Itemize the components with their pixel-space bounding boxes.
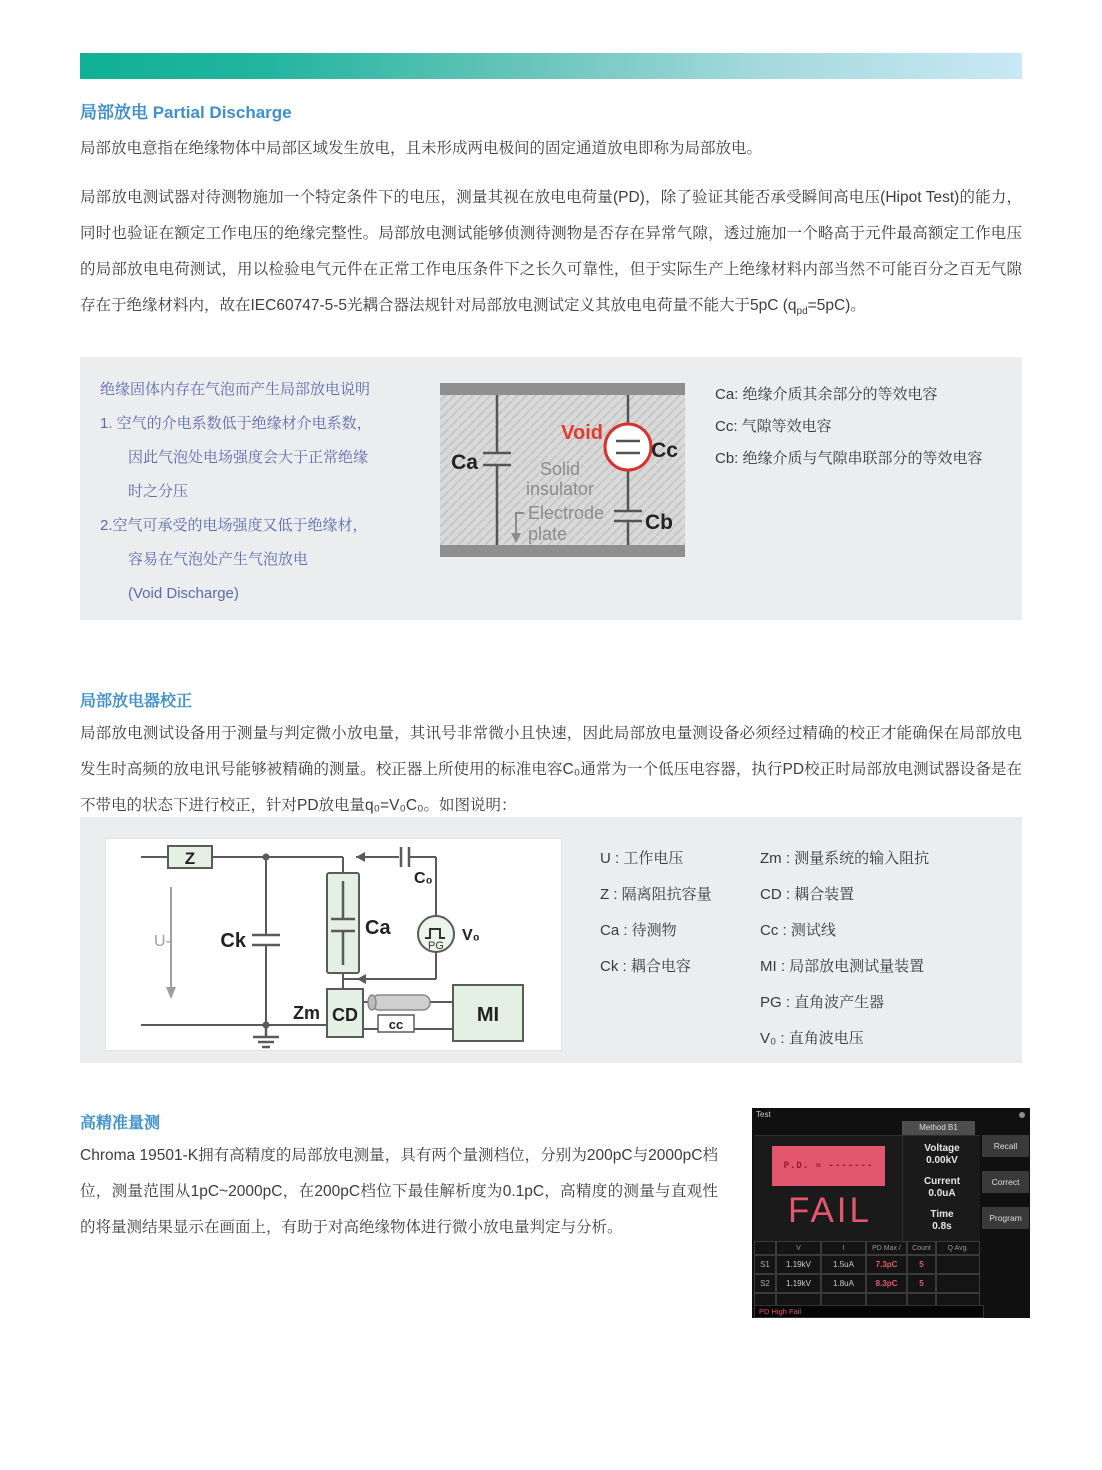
header-gradient-bar [80, 53, 1022, 79]
electrode-plate-top [440, 383, 685, 395]
method-tab: Method B1 [902, 1121, 975, 1135]
program-button: Program [982, 1207, 1029, 1229]
legend-cc2: Cc : 测试线 [760, 922, 836, 939]
subscript-pd: pd [796, 306, 808, 318]
void-circle [605, 424, 651, 470]
time-value: 0.8s [932, 1221, 952, 1232]
voltage-label: Voltage [924, 1143, 960, 1154]
test-cable-end [368, 995, 376, 1010]
table-header-v: V [776, 1241, 821, 1255]
calibration-paragraph: 局部放电测试设备用于测量与判定微小放电量，其讯号非常微小且快速，因此局部放电量测设备必须经过精确的校正才能确保在局部放电发生时高频的放电讯号能够被精确的测量。校正器上所使用的标准电容C₀通常为一个低压电容器，执行PD校正时局部放电测试器设备是在不带电的状态下进行校正，针对PD放电量q₀=V₀C₀。如图说明： [80, 725, 1022, 814]
calibration-heading: 局部放电器校正 [80, 693, 193, 710]
circuit-legend-right [760, 841, 929, 1057]
mi-label: MI [476, 1004, 500, 1026]
junction-top [263, 854, 270, 861]
solid-insulator-label-1: Solid [539, 459, 581, 479]
pd-description-paragraph [80, 180, 1022, 330]
ck-label: Ck [220, 930, 246, 952]
void-label: Void [561, 422, 603, 444]
screen-top-bar [752, 1108, 1030, 1121]
circuit-diagram-frame [105, 838, 562, 1051]
legend-pg: PG : 直角波产生器 [760, 994, 885, 1011]
current-value: 0.0uA [928, 1188, 956, 1199]
recall-button: Recall [982, 1135, 1029, 1157]
arrow-into-ca-bottom [357, 974, 366, 984]
screen-main-panel [754, 1135, 980, 1242]
row-s2-pdmax: 8.3pC [866, 1274, 907, 1293]
measurement-paragraph: Chroma 19501-K拥有高精度的局部放电测量，具有两个量测档位，分别为200pC与2000pC档位，测量范围从1pC~2000pC，在200pC档位下最佳解析度为0.1pC，高精度的测量与直观性的将量测结果显示在画面上，有助于对高绝缘物体进行微小放电量判定与分析。 [80, 1147, 718, 1236]
pg-label: PG [428, 940, 444, 952]
fail-status-text: FAIL [788, 1191, 872, 1230]
cc-label: Cc [651, 439, 678, 462]
u-label: U- [154, 933, 171, 950]
void-discharge-panel [80, 357, 1022, 620]
voltage-value: 0.00kV [926, 1155, 958, 1166]
capacitor-legend [715, 379, 983, 475]
cb-label: Cb [645, 511, 673, 534]
time-label: Time [930, 1209, 954, 1220]
status-message: PD High Fail [754, 1305, 984, 1318]
legend-z: Z : 隔离阻抗容量 [600, 886, 712, 903]
void-point1-line1: 1. 空气的介电系数低于绝缘材介电系数， [100, 415, 372, 432]
legend-ca2: Ca : 待测物 [600, 922, 677, 939]
void-point2-line2: 容易在气泡处产生气泡放电 [128, 551, 309, 568]
ca-label: Ca [365, 917, 391, 939]
circuit-legend-left [600, 841, 712, 985]
legend-zm: Zm : 测量系统的输入阻抗 [760, 850, 930, 867]
c0-capacitor-symbol [401, 847, 409, 867]
calibration-circuit-diagram [106, 839, 561, 1050]
table-header-i: I [821, 1241, 866, 1255]
row-s1-count: 5 [907, 1255, 936, 1274]
measurement-heading: 高精准量测 [80, 1115, 161, 1132]
table-header-qavg: Q Avg. [936, 1241, 980, 1255]
electrode-plate-label-1: Electrode [528, 503, 605, 523]
correct-button: Correct [982, 1171, 1029, 1193]
table-header-pdmax: PD Max / [866, 1241, 907, 1255]
current-label: Current [923, 1176, 961, 1187]
row-s2-qavg [936, 1274, 980, 1293]
legend-v0: V₀ : 直角波电压 [760, 1030, 864, 1047]
row-s1-label: S1 [754, 1255, 776, 1274]
pd-readout-box: P.D. = ------- [772, 1146, 885, 1186]
gear-icon [1019, 1112, 1025, 1118]
c0-label: C₀ [414, 870, 433, 887]
pd-description-part1: 局部放电测试器对待测物施加一个特定条件下的电压，测量其视在放电电荷量(PD)，除了验证其能否承受瞬间高电压(Hipot Test)的能力，同时也验证在额定工作电压的绝缘完整性。局部放电测试能够侦测待测物是否存在异常气隙，透过施加一个略高于元件最高额定工作电压的局部放电电荷测试，用以检验电气元件在正常工作电压条件下之长久可靠性，但于实际生产上绝缘材料内部当然不可能百分之百无气隙存在于绝缘材料内，故在IEC60747-5-5光耦合器法规针对局部放电测试定义其放电电荷量不能大于5pC (q [80, 189, 1022, 314]
table-header-blank [754, 1241, 776, 1255]
ck-capacitor-symbol [252, 935, 280, 945]
legend-cd: CD : 耦合装置 [760, 886, 855, 903]
device-screen-illustration [752, 1108, 1030, 1318]
void-point1-line3: 时之分压 [128, 483, 189, 500]
solid-insulator-label-2: insulator [525, 479, 595, 499]
intro-paragraph: 局部放电意指在绝缘物体中局部区域发生放电，且未形成两电极间的固定通道放电即称为局部放电。 [80, 140, 763, 157]
table-header-count: Count [907, 1241, 936, 1255]
row-s1-current: 1.5uA [821, 1255, 866, 1274]
legend-u: U : 工作电压 [600, 850, 684, 867]
legend-mi: MI : 局部放电测试量装置 [760, 958, 925, 975]
row-s2-label: S2 [754, 1274, 776, 1293]
void-explanation-title: 绝缘固体内存在气泡而产生局部放电说明 [100, 381, 371, 398]
row-s2-voltage: 1.19kV [776, 1274, 821, 1293]
void-capacitor-diagram [440, 383, 685, 557]
row-s1-voltage: 1.19kV [776, 1255, 821, 1274]
test-cable [372, 995, 430, 1010]
legend-ca: Ca: 绝缘介质其余部分的等效电容 [715, 386, 938, 403]
row-s2-count: 5 [907, 1274, 936, 1293]
page-title: 局部放电 Partial Discharge [80, 103, 292, 122]
legend-cc: Cc: 气隙等效电容 [715, 418, 832, 435]
electrode-plate-bottom [440, 545, 685, 557]
pd-description-part2: =5pC)。 [807, 297, 866, 314]
legend-cb: Cb: 绝缘介质与气隙串联部分的等效电容 [715, 450, 983, 467]
ca-label: Ca [451, 451, 478, 474]
electrode-plate-label-2: plate [528, 524, 568, 544]
void-point2-line1: 2.空气可承受的电场强度又低于绝缘材， [100, 517, 368, 534]
void-point1-line2: 因此气泡处电场强度会大于正常绝缘 [128, 449, 369, 466]
zm-label: Zm [293, 1003, 320, 1023]
calibration-circuit-panel [80, 817, 1022, 1063]
legend-ck: Ck : 耦合电容 [600, 958, 691, 975]
cc-label: cc [388, 1017, 404, 1032]
ground-symbol [253, 1025, 279, 1047]
results-table [754, 1241, 980, 1312]
screen-mode-label: Test [756, 1110, 771, 1119]
row-s2-current: 1.8uA [821, 1274, 866, 1293]
v0-label: V₀ [462, 927, 480, 944]
cd-label: CD [332, 1005, 358, 1025]
arrow-into-ca-top [356, 852, 365, 862]
row-s1-pdmax: 7.3pC [866, 1255, 907, 1274]
readouts-column [902, 1136, 981, 1242]
row-s1-qavg [936, 1255, 980, 1274]
z-label: Z [184, 849, 196, 868]
void-point2-line3: (Void Discharge) [128, 585, 239, 602]
void-explanation-text [100, 373, 450, 611]
